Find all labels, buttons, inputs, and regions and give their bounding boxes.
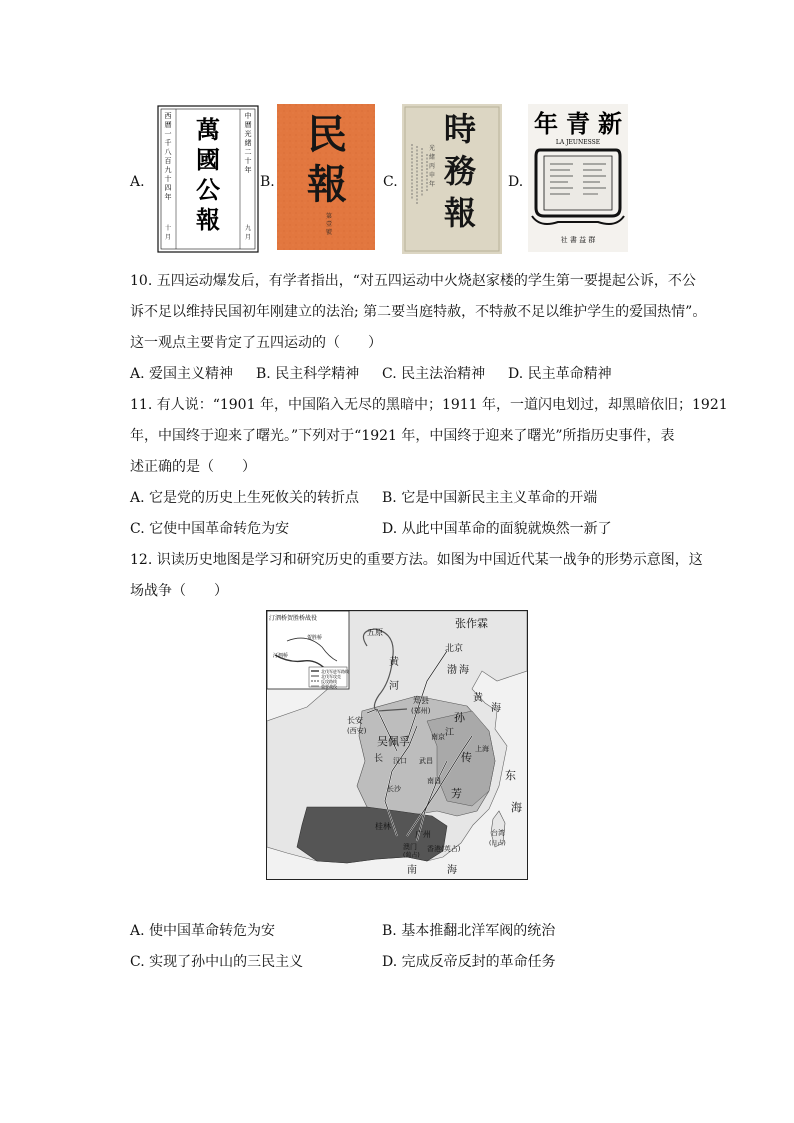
shiwu-side-label: [429, 144, 435, 188]
map-label-beijing: 北京: [445, 644, 464, 654]
svg-text:緒: 緒: [428, 154, 436, 161]
map-label-shanghai: 上海: [475, 745, 489, 753]
option-c-letter[interactable]: C.: [383, 174, 398, 190]
svg-text:光: 光: [428, 145, 436, 152]
wanguo-month-left: [165, 224, 171, 241]
q9-image-options: [130, 104, 630, 254]
map-label-huanghai1: 黄: [473, 693, 483, 704]
q10-option-b[interactable]: B. 民主科学精神: [256, 366, 360, 382]
q11-option-d[interactable]: D. 从此中国革命的面貌就焕然一新了: [382, 521, 612, 537]
inset-tingsi: 汀泗桥: [273, 653, 289, 659]
map-label-changsha: 长沙: [387, 785, 401, 793]
map-label-hai1: 海: [459, 665, 469, 676]
q10-option-c[interactable]: C. 民主法治精神: [382, 366, 486, 382]
map-label-wuchang: 武昌: [419, 757, 433, 765]
map-label-jiang: 江: [445, 728, 455, 738]
q12-line-1: 12. 识读历史地图是学习和研究历史的重要方法。如图为中国近代某一战争的形势示意图，这: [130, 552, 703, 568]
legend-item: 北伐军进军路线: [321, 669, 349, 674]
map-label-bo: 渤: [447, 665, 457, 676]
xqn-title-char: 青: [566, 109, 590, 138]
wanguo-vertical-right: [245, 111, 252, 174]
map-label-aomen_note: (葡占): [403, 852, 420, 859]
shiwu-title-char: 報: [443, 194, 477, 232]
map-label-xianggang: 香港(英占): [427, 845, 461, 853]
svg-text:十: 十: [164, 225, 172, 232]
map-label-fang: 芳: [451, 787, 462, 800]
option-a-letter[interactable]: A.: [130, 174, 145, 190]
xqn-title-char: 新: [598, 109, 622, 138]
q10-line-1: 10. 五四运动爆发后，有学者指出，“对五四运动中火烧赵家楼的学生第一要提起公诉，不公: [130, 273, 696, 289]
option-d-letter[interactable]: D.: [508, 174, 524, 190]
svg-text:第: 第: [325, 213, 333, 220]
map-label-changan: 长安: [347, 716, 363, 725]
svg-text:中: 中: [244, 112, 252, 120]
wanguo-gongbao-image: [156, 104, 260, 254]
map-label-xian: (西安): [347, 727, 367, 735]
map-label-wupeifu: 吴佩孚: [377, 735, 410, 748]
map-label-hai2: 海: [511, 801, 522, 814]
inset-title: 汀泗桥贺胜桥战役: [269, 615, 318, 622]
map-label-nanchang: 南昌: [427, 777, 441, 785]
svg-text:緒: 緒: [244, 139, 252, 147]
map-label-huang: 黄: [389, 657, 399, 668]
map-label-guilin: 桂林: [375, 822, 391, 831]
northern-expedition-map: [266, 610, 528, 880]
svg-text:二: 二: [244, 148, 252, 156]
option-b-letter[interactable]: B.: [260, 174, 275, 190]
min-bao-image: [277, 104, 375, 250]
q12-option-a[interactable]: A. 使中国革命转危为安: [130, 923, 276, 939]
q10-option-d[interactable]: D. 民主革命精神: [508, 366, 612, 382]
svg-text:一: 一: [164, 130, 172, 138]
svg-text:九: 九: [164, 166, 172, 174]
inset-hesheng: 贺胜桥: [307, 635, 323, 641]
svg-text:千: 千: [164, 139, 172, 147]
svg-text:月: 月: [164, 234, 172, 241]
map-label-wuyuan: 五原: [367, 628, 383, 637]
legend-item: 重要战役: [321, 684, 337, 689]
map-label-sun: 孙: [454, 711, 465, 724]
svg-text:百: 百: [164, 157, 172, 165]
map-label-zhengxian: 郑县: [413, 696, 429, 705]
map-label-chuan: 传: [461, 751, 472, 764]
map-label-zhengzhou: (郑州): [411, 707, 431, 715]
q12-option-b[interactable]: B. 基本推翻北洋军阀的统治: [382, 923, 556, 939]
wanguo-title-char: 萬: [196, 115, 220, 144]
xin-qingnian-image: [528, 104, 628, 252]
q11-line-1: 11. 有人说：“1901 年，中国陷入无尽的黑暗中；1911 年，一道闪电划过，却黑暗依旧；1921: [130, 397, 728, 413]
q11-option-a[interactable]: A. 它是党的历史上生死攸关的转折点: [130, 490, 360, 506]
map-label-nan: 南: [407, 865, 417, 876]
svg-text:九: 九: [244, 225, 252, 232]
map-label-zhangzuolin: 张作霖: [455, 617, 488, 630]
shiwu-title-char: 務: [443, 152, 477, 190]
q12-option-c[interactable]: C. 实现了孙中山的三民主义: [130, 954, 304, 970]
svg-text:曆: 曆: [244, 121, 252, 129]
q11-line-3: 述正确的是（ ）: [130, 459, 256, 475]
map-label-taiwan_note: (日占): [489, 840, 506, 847]
wanguo-vertical-left: [165, 112, 172, 201]
map-label-huanghai2: 海: [491, 703, 501, 714]
svg-text:西: 西: [164, 112, 172, 120]
wanguo-title: [165, 111, 252, 241]
legend-item: 北伐军攻克: [321, 674, 341, 679]
q11-option-b[interactable]: B. 它是中国新民主主义革命的开端: [382, 490, 598, 506]
svg-text:八: 八: [164, 148, 172, 156]
svg-text:月: 月: [244, 234, 252, 241]
map-label-taiwan: 台湾: [491, 829, 505, 837]
svg-text:四: 四: [164, 184, 172, 192]
minbao-title-char: 民: [307, 111, 347, 158]
svg-text:曆: 曆: [164, 121, 172, 129]
xqn-footer: 社 書 益 群: [560, 236, 596, 244]
wanguo-title-char: 公: [196, 175, 220, 204]
svg-text:年: 年: [164, 193, 172, 201]
wanguo-title-char: 國: [196, 145, 220, 174]
map-label-dong: 东: [505, 769, 516, 782]
svg-text:年: 年: [428, 181, 436, 188]
map-label-hai3: 海: [447, 865, 457, 876]
svg-text:光: 光: [244, 130, 252, 138]
map-label-aomen: 澳门: [403, 843, 417, 851]
wanguo-month-right: [245, 224, 251, 241]
q10-option-a[interactable]: A. 爱国主义精神: [130, 366, 234, 382]
minbao-issue: [326, 212, 332, 236]
map-label-nanjing: 南京: [431, 733, 445, 741]
q10-line-3: 这一观点主要肯定了五四运动的（ ）: [130, 335, 382, 351]
map-label-hankou: 汉口: [393, 757, 407, 765]
xqn-title: [534, 109, 622, 138]
svg-text:丙: 丙: [428, 163, 436, 170]
q12-option-d[interactable]: D. 完成反帝反封的革命任务: [382, 954, 556, 970]
xqn-title-char: 年: [534, 109, 558, 138]
q10-line-2: 诉不足以维持民国初年刚建立的法治; 第二要当庭特赦，不特赦不足以维护学生的爱国热情”。: [130, 304, 707, 320]
xqn-subtitle: LA JEUNESSE: [555, 139, 601, 146]
shiwu-title-char: 時: [443, 110, 477, 148]
svg-text:壹: 壹: [325, 221, 333, 228]
map-label-chang: 长: [374, 754, 384, 764]
legend-item: 反攻路线: [321, 679, 337, 684]
wanguo-title-char: 報: [196, 205, 220, 234]
svg-text:年: 年: [244, 166, 252, 174]
q11-option-c[interactable]: C. 它使中国革命转危为安: [130, 521, 290, 537]
shiwu-bao-image: [402, 104, 502, 254]
svg-text:申: 申: [428, 172, 436, 179]
svg-text:號: 號: [325, 229, 333, 236]
map-label-he: 河: [389, 681, 399, 692]
svg-text:十: 十: [164, 175, 172, 183]
svg-text:十: 十: [244, 157, 252, 165]
q11-line-2: 年，中国终于迎来了曙光。”下列对于“1921 年，中国终于迎来了曙光”所指历史事件，表: [130, 428, 675, 444]
minbao-title-char: 報: [307, 161, 347, 208]
q12-line-2: 场战争（ ）: [130, 583, 228, 599]
map-label-guangzhou: 广州: [415, 830, 431, 839]
